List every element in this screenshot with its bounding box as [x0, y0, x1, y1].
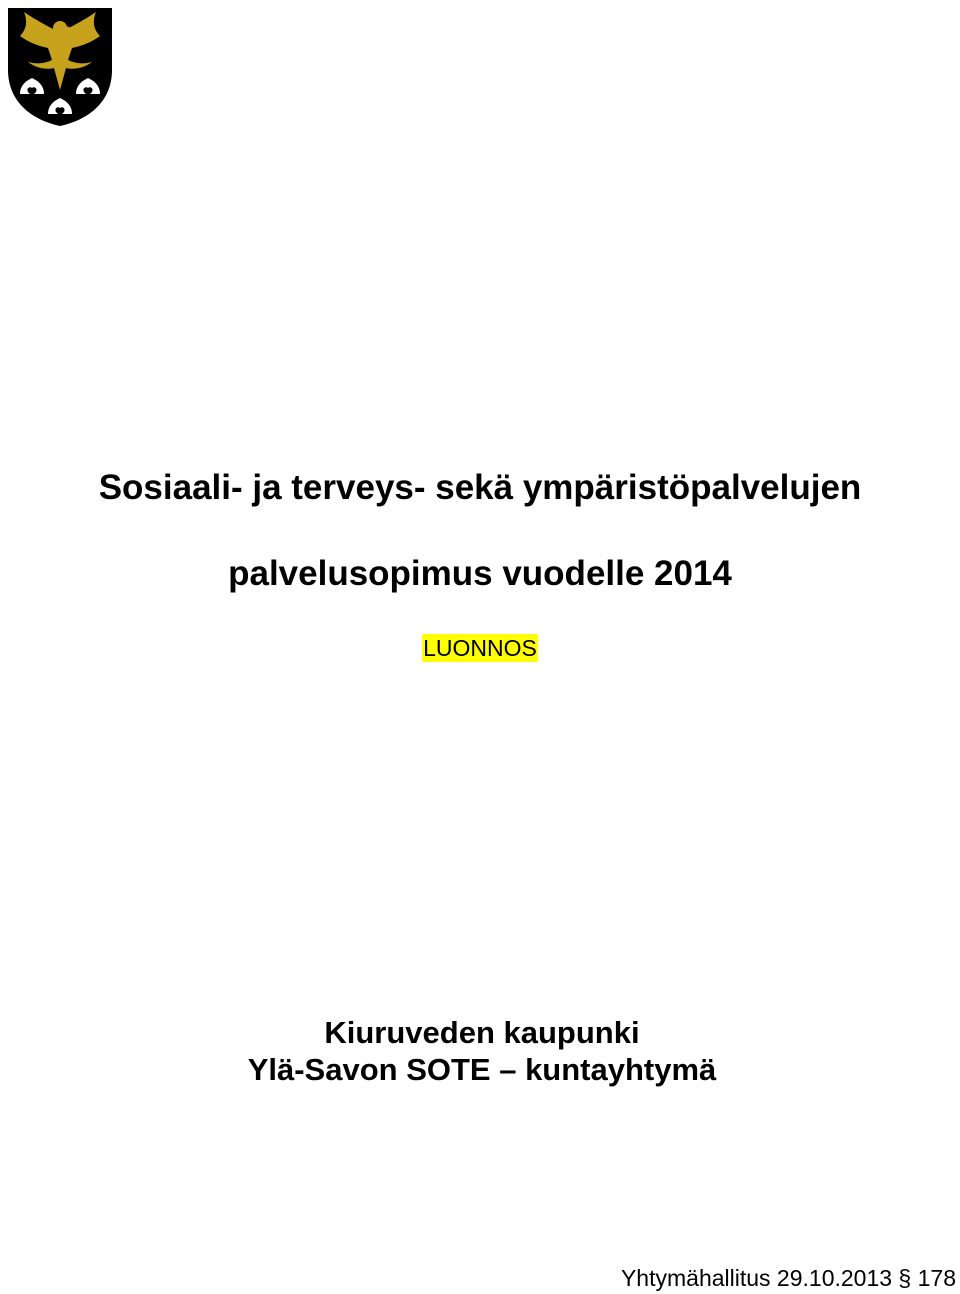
document-title-line-2: palvelusopimus vuodelle 2014 — [228, 554, 732, 593]
party-city: Kiuruveden kaupunki — [324, 1015, 640, 1050]
draft-label-container — [0, 634, 960, 662]
party-joint-municipal-authority: Ylä-Savon SOTE – kuntayhtymä — [247, 1052, 717, 1087]
kiuruvesi-coat-of-arms-icon — [6, 6, 114, 128]
footer-meeting-reference: Yhtymähallitus 29.10.2013 § 178 — [620, 1265, 956, 1291]
document-title-line-1: Sosiaali- ja terveys- sekä ympäristöpalvelujen — [98, 468, 862, 507]
draft-label: LUONNOS — [423, 635, 537, 661]
